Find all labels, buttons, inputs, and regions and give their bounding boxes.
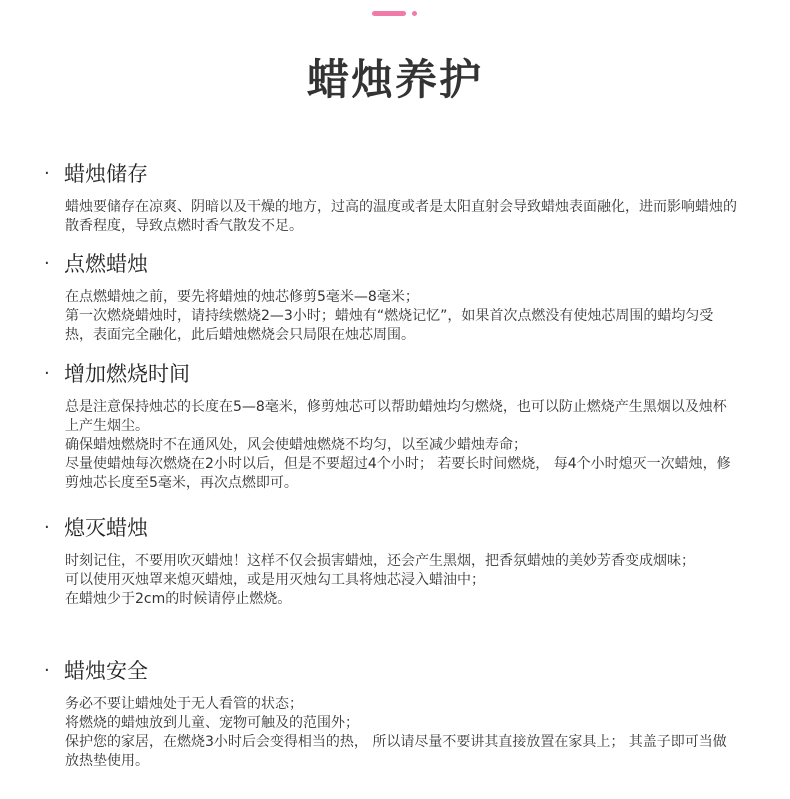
section-candle-safety bbox=[44, 657, 744, 771]
section-paragraph: 务必不要让蜡烛处于无人看管的状态； bbox=[65, 696, 303, 712]
bullet-icon: · bbox=[44, 253, 50, 274]
section-paragraph: 保护您的家居，在燃烧3小时后会变得相当的热， 所以请尽量不要讲其直接放置在家具上； 其盖子即可当做放热垫使用。 bbox=[65, 734, 727, 769]
section-paragraph: 可以使用灭烛罩来熄灭蜡烛，或是用灭烛勾工具将烛芯浸入蜡油中； bbox=[65, 572, 485, 588]
decoration-pill bbox=[372, 11, 406, 16]
bullet-icon: · bbox=[44, 660, 50, 681]
section-heading: 熄灭蜡烛 bbox=[64, 516, 148, 540]
bullet-icon: · bbox=[44, 517, 50, 538]
section-candle-storage bbox=[44, 160, 744, 236]
section-paragraph: 尽量使蜡烛每次燃烧在2小时以后，但是不要超过4个小时； 若要长时间燃烧， 每4个小时熄灭一次蜡烛，修剪烛芯长度至5毫米，再次点燃即可。 bbox=[65, 456, 731, 491]
section-paragraph: 蜡烛要储存在凉爽、阴暗以及干燥的地方，过高的温度或者是太阳直射会导致蜡烛表面融化，进而影响蜡烛的散香程度，导致点燃时香气散发不足。 bbox=[65, 199, 737, 234]
section-paragraph: 总是注意保持烛芯的长度在5—8毫米，修剪烛芯可以帮助蜡烛均匀燃烧，也可以防止燃烧产生黑烟以及烛杯上产生烟尘。 bbox=[65, 399, 727, 434]
section-paragraph: 在蜡烛少于2cm的时候请停止燃烧。 bbox=[65, 591, 292, 607]
section-lighting-candle bbox=[44, 250, 744, 345]
section-increase-burn-time bbox=[44, 360, 744, 493]
decoration-dot bbox=[412, 11, 417, 16]
section-paragraph: 在点燃蜡烛之前，要先将蜡烛的烛芯修剪5毫米—8毫米； bbox=[65, 289, 419, 305]
section-paragraph: 确保蜡烛燃烧时不在通风处，风会使蜡烛燃烧不均匀，以至减少蜡烛寿命； bbox=[65, 437, 527, 453]
section-paragraph: 时刻记住，不要用吹灭蜡烛！这样不仅会损害蜡烛，还会产生黑烟，把香氛蜡烛的美妙芳香变成烟味； bbox=[65, 553, 695, 569]
page-title: 蜡烛养护 bbox=[306, 55, 483, 104]
bullet-icon: · bbox=[44, 163, 50, 184]
section-heading: 增加燃烧时间 bbox=[64, 362, 190, 386]
section-heading: 点燃蜡烛 bbox=[64, 252, 148, 276]
bullet-icon: · bbox=[44, 363, 50, 384]
section-heading: 蜡烛储存 bbox=[64, 162, 148, 186]
section-heading: 蜡烛安全 bbox=[64, 659, 148, 683]
top-decoration bbox=[372, 10, 417, 16]
section-paragraph: 第一次燃烧蜡烛时，请持续燃烧2—3小时；蜡烛有“燃烧记忆”，如果首次点燃没有使烛芯周围的蜡均匀受热，表面完全融化，此后蜡烛燃烧会只局限在烛芯周围。 bbox=[65, 308, 714, 343]
section-paragraph: 将燃烧的蜡烛放到儿童、宠物可触及的范围外； bbox=[65, 715, 359, 731]
section-extinguish-candle bbox=[44, 514, 744, 609]
